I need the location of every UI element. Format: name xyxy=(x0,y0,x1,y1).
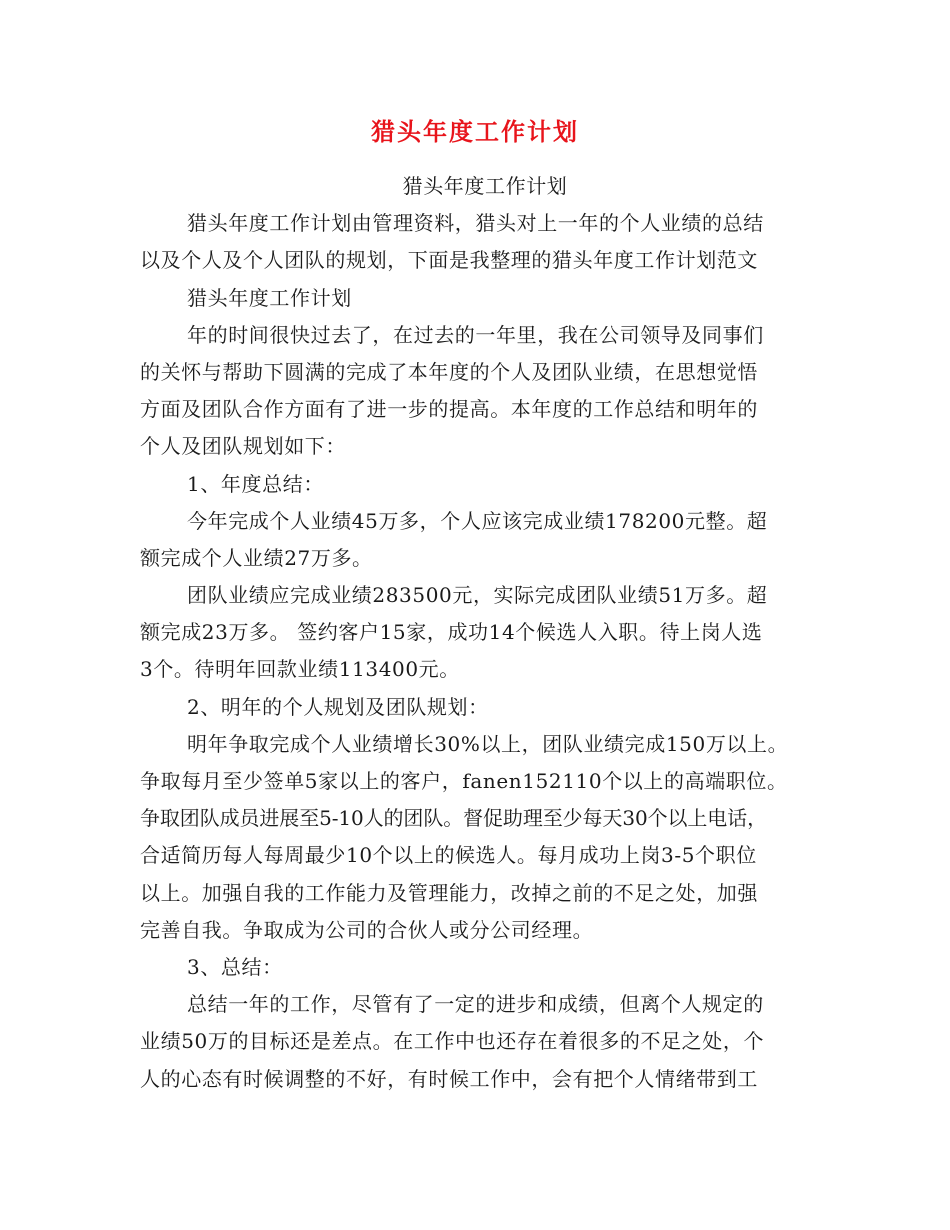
paragraph-line: 团队业绩应完成业绩283500元，实际完成团队业绩51万多。超 xyxy=(187,583,768,608)
paragraph-line: 争取团队成员进展至5-10人的团队。督促助理至少每天30个以上电话， xyxy=(140,806,767,831)
paragraph-line: 方面及团队合作方面有了进一步的提高。本年度的工作总结和明年的 xyxy=(140,397,758,422)
paragraph-line: 额完成23万多。 签约客户15家，成功14个候选人入职。待上岗人选 xyxy=(140,620,763,645)
paragraph-line: 以上。加强自我的工作能力及管理能力，改掉之前的不足之处，加强 xyxy=(140,880,758,905)
document-body xyxy=(140,168,830,1098)
paragraph-line: 3个。待明年回款业绩113400元。 xyxy=(140,657,460,682)
paragraph-line: 以及个人及个人团队的规划，下面是我整理的猎头年度工作计划范文 xyxy=(140,248,758,273)
section-heading: 1、年度总结： xyxy=(187,471,324,496)
paragraph-line: 合适简历每人每周最少10个以上的候选人。每月成功上岗3-5个职位 xyxy=(140,843,757,868)
document-title: 猎头年度工作计划 xyxy=(371,117,579,146)
section-heading: 2、明年的个人规划及团队规划： xyxy=(187,694,489,719)
paragraph-line: 总结一年的工作，尽管有了一定的进步和成绩，但离个人规定的 xyxy=(187,992,764,1017)
paragraph-line: 业绩50万的目标还是差点。在工作中也还存在着很多的不足之处，个 xyxy=(140,1029,765,1054)
section-heading: 3、总结： xyxy=(187,954,283,979)
section-heading: 猎头年度工作计划 xyxy=(187,285,352,310)
paragraph-line: 完善自我。争取成为公司的合伙人或分公司经理。 xyxy=(140,917,594,942)
paragraph-line: 年的时间很快过去了，在过去的一年里，我在公司领导及同事们 xyxy=(187,322,764,347)
subtitle-line: 猎头年度工作计划 xyxy=(402,174,568,198)
paragraph-line: 今年完成个人业绩45万多，个人应该完成业绩178200元整。超 xyxy=(187,508,768,533)
paragraph-line: 争取每月至少签单5家以上的客户，fanen152110个以上的高端职位。 xyxy=(140,769,788,793)
paragraph-line: 猎头年度工作计划由管理资料，猎头对上一年的个人业绩的总结 xyxy=(187,211,764,236)
paragraph-line: 个人及团队规划如下： xyxy=(140,434,346,459)
paragraph-line: 额完成个人业绩27万多。 xyxy=(140,545,373,570)
paragraph-line: 的关怀与帮助下圆满的完成了本年度的个人及团队业绩，在思想觉悟 xyxy=(140,359,758,384)
paragraph-line: 人的心态有时候调整的不好，有时候工作中，会有把个人情绪带到工 xyxy=(140,1066,758,1091)
paragraph-line: 明年争取完成个人业绩增长30%以上，团队业绩完成150万以上。 xyxy=(187,731,789,756)
